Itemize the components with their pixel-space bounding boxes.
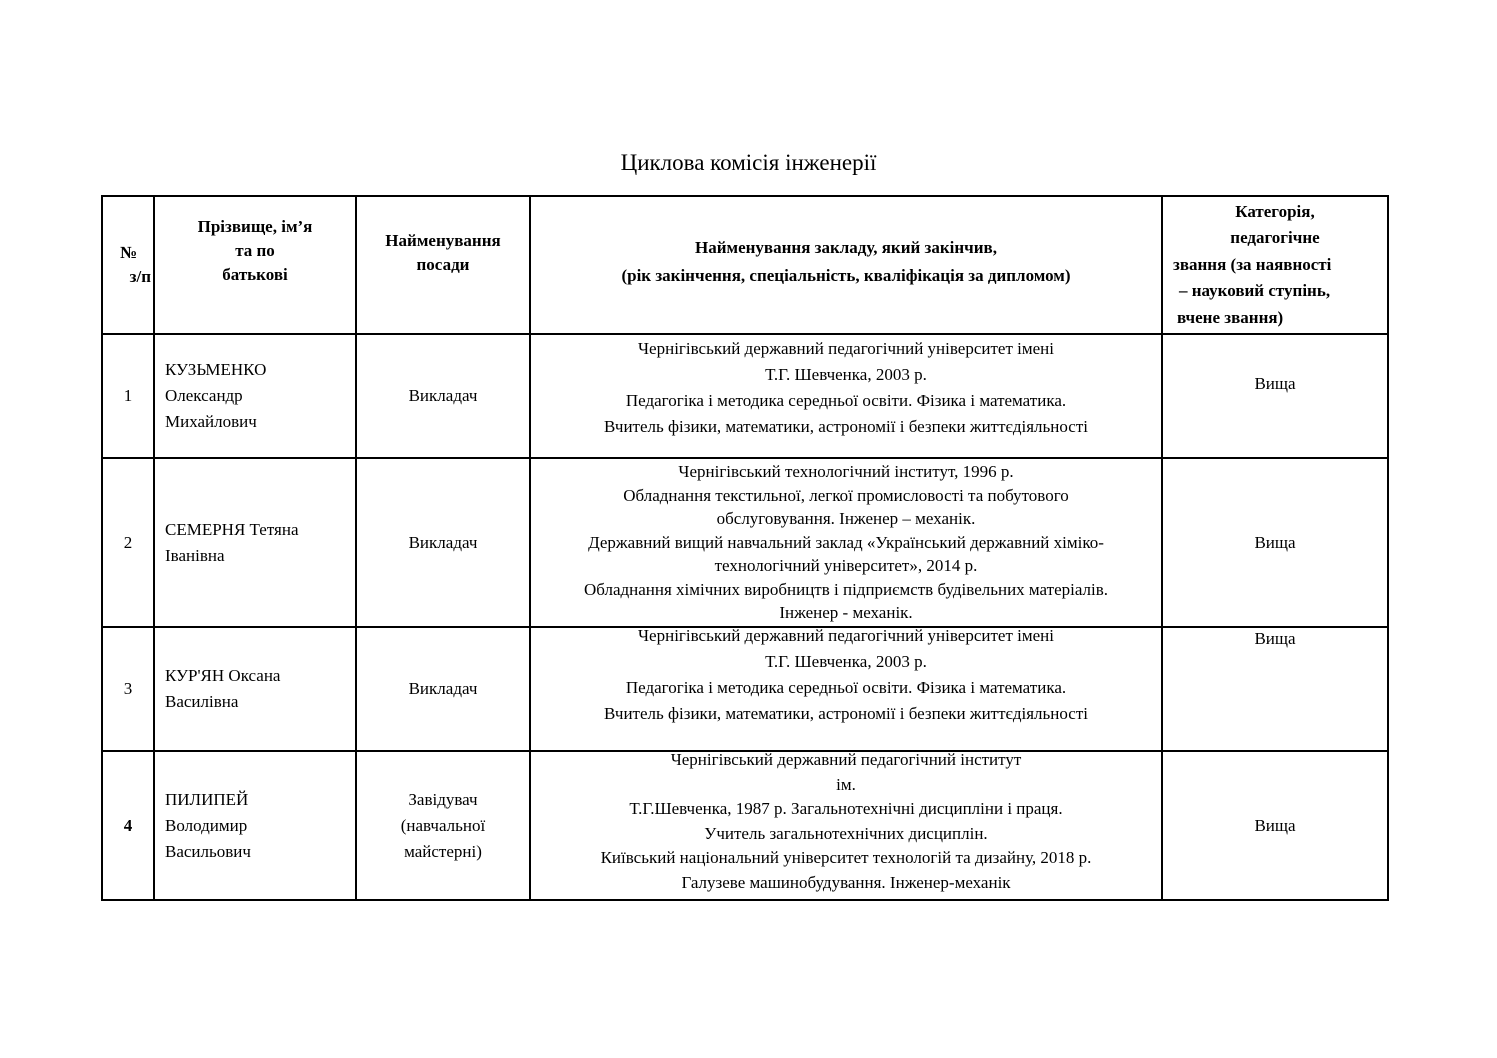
- education-line: Учитель загальнотехнічних дисциплін.: [704, 823, 988, 843]
- education-line: Педагогіка і методика середньої освіти. Фізика і математика.: [625, 391, 1067, 410]
- category-value: Вища: [1254, 374, 1296, 393]
- name-line: КУР'ЯН Оксана: [165, 666, 281, 685]
- name-line: Михайлович: [165, 412, 257, 431]
- education-line-part: Чернігівський державний педагогічний інститут: [670, 750, 1022, 769]
- education-line: Обладнання хімічних виробництв і підприємств будівельних матеріалів.: [583, 579, 1109, 599]
- education-line: Державний вищий навчальний заклад «Український державний хіміко-: [588, 532, 1104, 552]
- position-line: (навчальної: [400, 815, 486, 835]
- header-name: [154, 196, 356, 334]
- cell-education: [530, 334, 1162, 458]
- cell-name: [154, 751, 356, 900]
- cell-category: [1162, 627, 1388, 751]
- cell-category: [1162, 458, 1388, 627]
- header-category-line: звання (за наявності: [1173, 254, 1332, 274]
- education-line: Т.Г.Шевченка, 1987 р. Загальнотехнічні дисципліни і праця.: [629, 799, 1063, 818]
- name-line: Володимир: [165, 815, 248, 835]
- name-line: КУЗЬМЕНКО: [165, 360, 267, 379]
- education-line: Чернігівський технологічний інститут, 1996 р.: [678, 462, 1014, 482]
- name-line: Василівна: [165, 692, 239, 711]
- education-line: Чернігівський державний педагогічний університет імені: [638, 339, 1054, 358]
- cell-position: [356, 458, 530, 627]
- education-line: Т.Г. Шевченка, 2003 р.: [765, 365, 927, 384]
- education-line: [531, 748, 1161, 797]
- education-line: Т.Г. Шевченка, 2003 р.: [765, 652, 927, 671]
- header-position-line: посади: [416, 255, 470, 274]
- header-name-line: та по: [235, 241, 275, 260]
- category-value: Вища: [1254, 629, 1296, 648]
- cell-category: [1162, 751, 1388, 900]
- education-line: Вчитель фізики, математики, астрономії і безпеки життєдіяльності: [603, 704, 1088, 723]
- header-number-symbol: №: [120, 243, 138, 262]
- cell-number: 1: [102, 334, 154, 458]
- position-line: Викладач: [408, 386, 478, 405]
- table-row: [102, 627, 1388, 751]
- position-line: Викладач: [408, 679, 478, 698]
- name-line: СЕМЕРНЯ Тетяна: [165, 519, 299, 539]
- cell-education: [530, 751, 1162, 900]
- cell-education: [530, 627, 1162, 751]
- education-line: Вчитель фізики, математики, астрономії і безпеки життєдіяльності: [603, 417, 1088, 436]
- table-row: [102, 458, 1388, 627]
- name-line: Васильович: [165, 841, 251, 861]
- position-line: Завідувач: [408, 789, 478, 809]
- header-education: [530, 196, 1162, 334]
- education-line-part: ім.: [836, 774, 856, 794]
- cell-name: [154, 458, 356, 627]
- cell-education: [530, 458, 1162, 627]
- header-category: [1162, 196, 1388, 334]
- education-line: технологічний університет», 2014 р.: [714, 556, 978, 576]
- name-line: ПИЛИПЕЙ: [165, 789, 249, 809]
- table-row: [102, 334, 1388, 458]
- table-row: [102, 751, 1388, 900]
- header-name-line: Прізвище, ім’я: [197, 217, 313, 236]
- header-education-line: (рік закінчення, спеціальність, кваліфікація за дипломом): [621, 266, 1071, 285]
- name-line: Олександр: [165, 386, 243, 405]
- staff-table: [101, 195, 1389, 901]
- education-line: Галузеве машинобудування. Інженер-механік: [681, 872, 1011, 892]
- position-line: Викладач: [408, 532, 478, 552]
- education-line: Інженер - механік.: [779, 603, 913, 623]
- education-line: Чернігівський державний педагогічний університет імені: [638, 626, 1054, 645]
- cell-number: 2: [102, 458, 154, 627]
- cell-position: [356, 334, 530, 458]
- header-category-line: – науковий ступінь,: [1179, 281, 1331, 301]
- table-header-row: [102, 196, 1388, 334]
- education-line: Київський національний університет технологій та дизайну, 2018 р.: [600, 848, 1092, 867]
- cell-number: 4: [102, 751, 154, 900]
- position-line: майстерні): [404, 841, 482, 861]
- cell-position: [356, 627, 530, 751]
- education-line: Обладнання текстильної, легкої промисловості та побутового: [623, 485, 1069, 505]
- header-category-line: Категорія,: [1235, 201, 1315, 221]
- header-category-line: педагогічне: [1230, 228, 1320, 248]
- education-line: обслуговування. Інженер – механік.: [716, 509, 976, 529]
- cell-category: [1162, 334, 1388, 458]
- cell-position: [356, 751, 530, 900]
- cell-name: [154, 334, 356, 458]
- header-position-line: Найменування: [385, 231, 501, 250]
- header-number-abbr: з/п: [129, 267, 151, 286]
- category-value: Вища: [1254, 815, 1296, 835]
- header-category-line: вчене звання): [1177, 307, 1284, 327]
- header-number: [102, 196, 154, 334]
- header-position: [356, 196, 530, 334]
- document-title: Циклова комісія інженерії: [620, 150, 877, 175]
- cell-name: [154, 627, 356, 751]
- cell-number: 3: [102, 627, 154, 751]
- name-line: Іванівна: [165, 545, 225, 565]
- header-name-line: батькові: [222, 265, 288, 284]
- education-line: Педагогіка і методика середньої освіти. Фізика і математика.: [625, 678, 1067, 697]
- category-value: Вища: [1254, 532, 1296, 552]
- header-education-line: Найменування закладу, який закінчив,: [694, 238, 997, 257]
